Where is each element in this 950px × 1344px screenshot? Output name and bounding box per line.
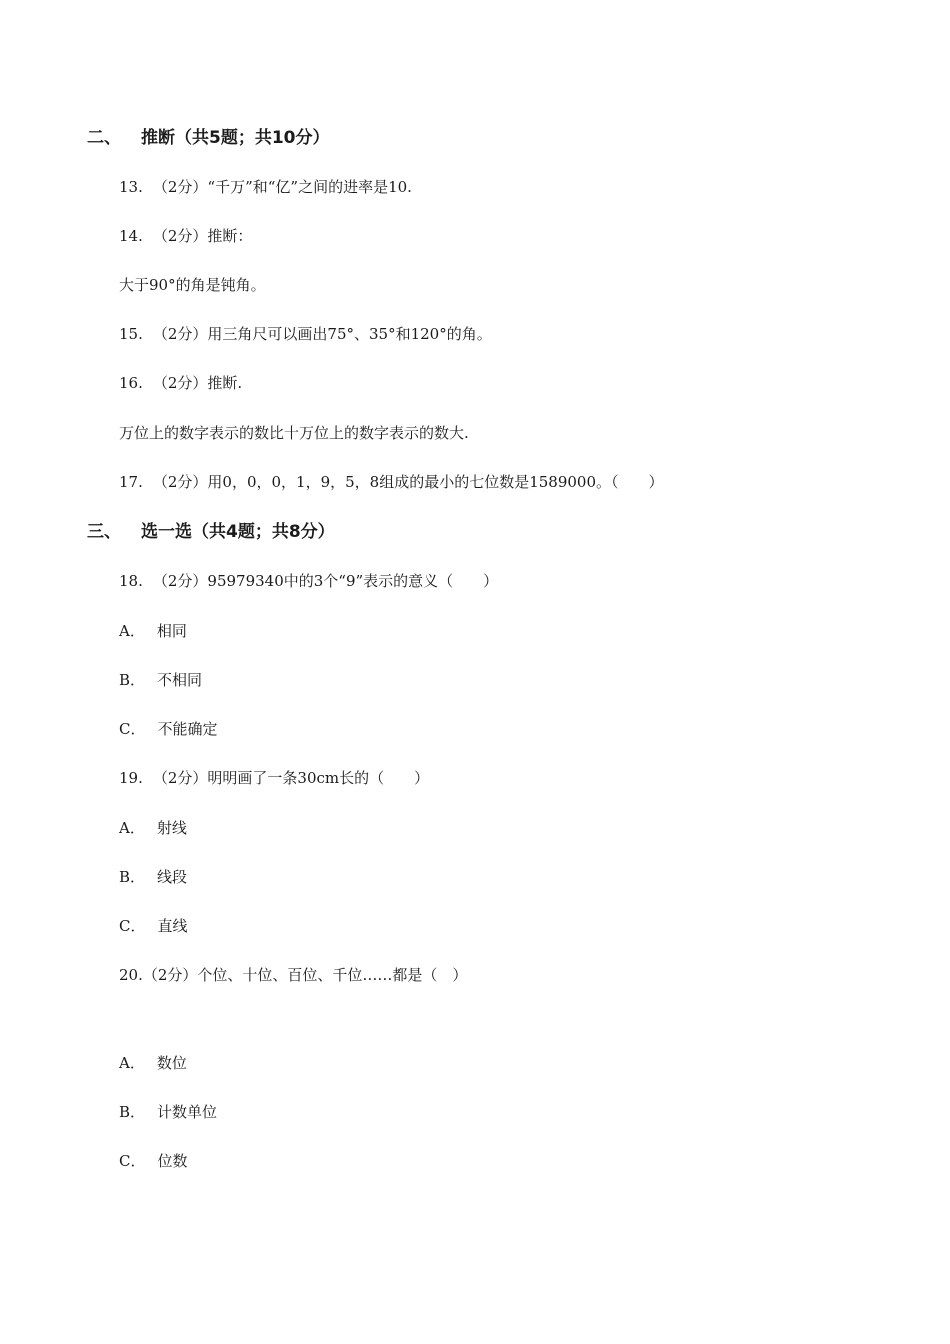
option-b[interactable] — [119, 1102, 217, 1122]
section-title: 选一选（共4题；共8分） — [141, 522, 335, 542]
option-text: 线段 — [157, 868, 188, 886]
option-a[interactable] — [119, 1053, 187, 1073]
option-letter: A． — [119, 622, 145, 640]
option-letter: B． — [119, 671, 146, 689]
question-number: 19. — [119, 769, 143, 787]
option-letter: B． — [119, 1103, 146, 1121]
question-text: （2分）明明画了一条30cm长的（ ） — [152, 769, 430, 787]
option-letter: A． — [119, 819, 145, 837]
section-number: 二、 — [87, 128, 121, 148]
question-number: 17. — [119, 473, 143, 491]
option-text: 不能确定 — [157, 720, 218, 738]
question-14 — [119, 226, 252, 246]
question-text: （2分）推断： — [152, 227, 253, 245]
option-a[interactable] — [119, 621, 187, 641]
option-b[interactable] — [119, 670, 202, 690]
question-number: 18. — [119, 572, 143, 590]
option-a[interactable] — [119, 818, 187, 838]
option-letter: C． — [119, 917, 146, 935]
option-letter: C． — [119, 1152, 146, 1170]
question-number: 14. — [119, 227, 143, 245]
option-c[interactable] — [119, 719, 218, 739]
section-number: 三、 — [87, 522, 121, 542]
question-text: （2分）95979340中的3个“9”表示的意义（ ） — [152, 572, 499, 590]
question-18 — [119, 571, 498, 591]
section-heading-judgement — [87, 127, 330, 149]
option-letter: A． — [119, 1054, 145, 1072]
question-14-statement: 大于90°的角是钝角。 — [119, 276, 266, 294]
option-letter: B． — [119, 868, 146, 886]
question-17 — [119, 472, 664, 492]
option-letter: C． — [119, 720, 146, 738]
question-text: （2分）用三角尺可以画出75°、35°和120°的角。 — [152, 325, 492, 343]
question-16 — [119, 373, 242, 393]
question-text: （2分）“千万”和“亿”之间的进率是10. — [152, 178, 412, 196]
question-number: 13. — [119, 178, 143, 196]
question-number: 20. — [119, 966, 143, 984]
question-text: （2分）推断. — [152, 374, 243, 392]
section-heading-choice — [87, 521, 335, 543]
option-c[interactable] — [119, 1151, 188, 1171]
question-number: 16. — [119, 374, 143, 392]
option-text: 直线 — [157, 917, 188, 935]
option-b[interactable] — [119, 867, 187, 887]
question-text: （2分）用0，0，0，1，9，5，8组成的最小的七位数是1589000。（ ） — [152, 473, 664, 491]
question-13 — [119, 177, 412, 197]
option-text: 相同 — [156, 622, 187, 640]
question-15 — [119, 324, 492, 344]
option-text: 不相同 — [157, 671, 203, 689]
question-20 — [119, 965, 467, 985]
option-text: 位数 — [157, 1152, 188, 1170]
question-19 — [119, 768, 429, 788]
option-text: 数位 — [156, 1054, 187, 1072]
section-title: 推断（共5题；共10分） — [141, 128, 330, 148]
option-c[interactable] — [119, 916, 188, 936]
question-number: 15. — [119, 325, 143, 343]
question-16-statement: 万位上的数字表示的数比十万位上的数字表示的数大. — [119, 424, 469, 442]
option-text: 计数单位 — [157, 1103, 218, 1121]
question-text: （2分）个位、十位、百位、千位……都是（ ） — [142, 966, 468, 984]
option-text: 射线 — [156, 819, 187, 837]
